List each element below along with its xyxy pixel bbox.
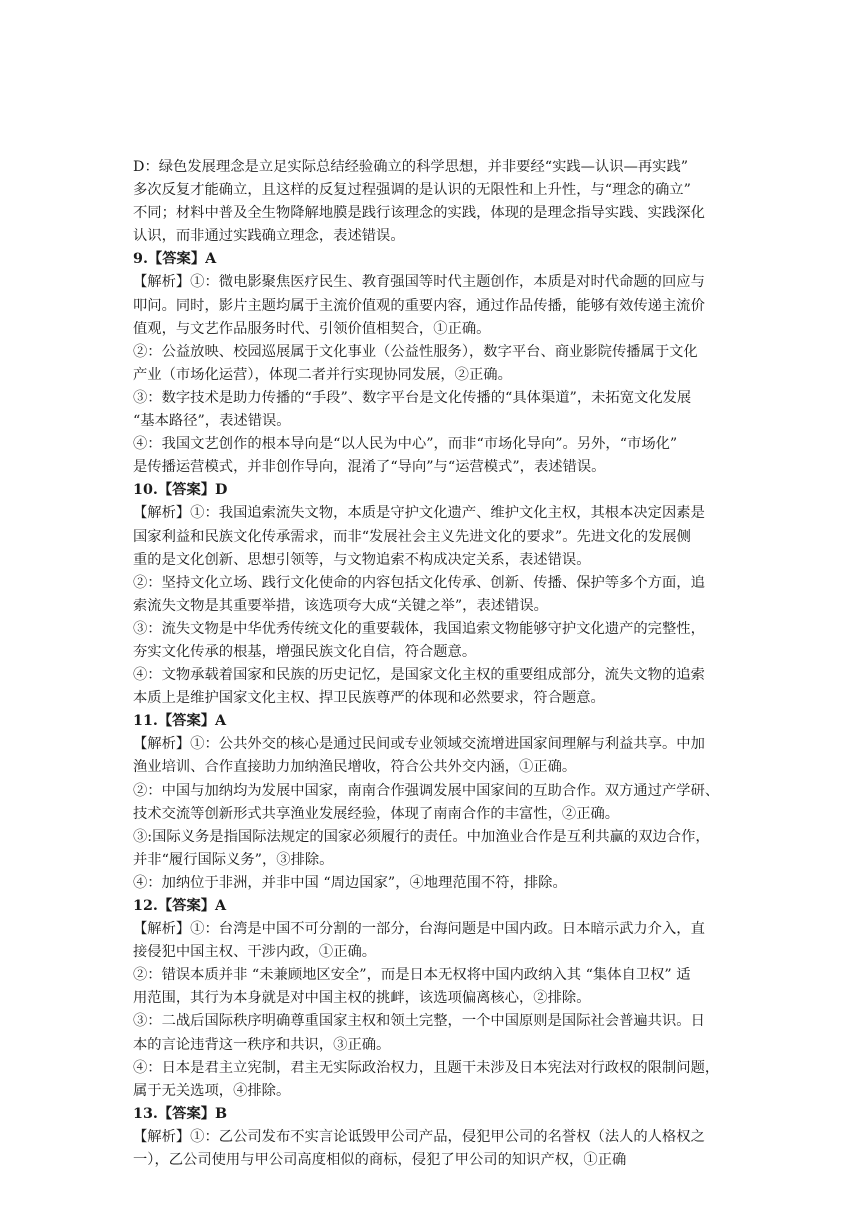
- answer-header: 12.【答案】A: [133, 898, 227, 914]
- text-line: 接侵犯中国主权、干涉内政，①正确。: [133, 944, 377, 961]
- text-line: ④：日本是君主立宪制，君主无实际政治权力，且题干未涉及日本宪法对行政权的限制问题，: [133, 1059, 720, 1076]
- text-line: ②：坚持文化立场、践行文化使命的内容包括文化传承、创新、传播、保护等多个方面，追: [133, 574, 705, 591]
- text-line: 本质上是维护国家文化主权、捍卫民族尊严的体现和必然要求，符合题意。: [133, 690, 605, 707]
- text-line: 产业（市场化运营），体现二者并行实现协同发展，②正确。: [133, 366, 512, 383]
- text-line: 【解析】①：乙公司发布不实言论诋毁甲公司产品，侵犯甲公司的名誉权（法人的人格权之: [133, 1128, 705, 1145]
- text-line: 不同；材料中普及全生物降解地膜是践行该理念的实践，体现的是理念指导实践、实践深化: [133, 205, 705, 222]
- text-line: ②：公益放映、校园巡展属于文化事业（公益性服务），数字平台、商业影院传播属于文化: [133, 343, 698, 360]
- text-line: ④：加纳位于非洲，并非中国 “周边国家”，④地理范围不符，排除。: [133, 874, 567, 891]
- text-line: 多次反复才能确立，且这样的反复过程强调的是认识的无限性和上升性，与“理念的确立”: [133, 182, 691, 199]
- text-line: ③：流失文物是中华优秀传统文化的重要载体，我国追索文物能够守护文化遗产的完整性，: [133, 620, 705, 637]
- text-line: ③：二战后国际秩序明确尊重国家主权和领土完整，一个中国原则是国际社会普遍共识。日: [133, 1013, 705, 1030]
- question-9: [133, 248, 740, 479]
- text-line: 叩问。同时，影片主题均属于主流价值观的重要内容，通过作品传播，能够有效传递主流价: [133, 297, 705, 314]
- text-line: 本的言论违背这一秩序和共识，③正确。: [133, 1036, 391, 1053]
- answer-header: 10.【答案】D: [133, 482, 228, 499]
- text-line: 索流失文物是其重要举措，该选项夸大成“关键之举”，表述错误。: [133, 597, 548, 614]
- answer-header: 13.【答案】B: [133, 1105, 228, 1122]
- text-line: 属于无关选项，④排除。: [133, 1082, 291, 1099]
- text-line: 夯实文化传承的根基，增强民族文化自信，符合题意。: [133, 643, 477, 660]
- text-line: ④：文物承载着国家和民族的历史记忆，是国家文化主权的重要组成部分，流失文物的追索: [133, 667, 705, 684]
- text-line: ④：我国文艺创作的根本导向是“以人民为中心”，而非“市场化导向”。另外，“市场化”: [133, 436, 678, 453]
- text-line: 并非“履行国际义务”，③排除。: [133, 851, 334, 868]
- text-line: 【解析】①：公共外交的核心是通过民间或专业领域交流增进国家间理解与利益共享。中加: [133, 736, 705, 753]
- text-line: 渔业培训、合作直接助力加纳渔民增收，符合公共外交内涵，①正确。: [133, 759, 577, 776]
- text-line: ②：中国与加纳均为发展中国家，南南合作强调发展中国家间的互助合作。双方通过产学研、: [133, 782, 720, 799]
- text-line: D：绿色发展理念是立足实际总结经验确立的科学思想，并非要经“实践—认识—再实践”: [133, 159, 689, 175]
- text-line: 【解析】①：我国追索流失文物，本质是守护文化遗产、维护文化主权，其根本决定因素是: [133, 505, 705, 522]
- question-11: [133, 710, 740, 895]
- question-10: [133, 479, 740, 710]
- text-line: 技术交流等创新形式共享渔业发展经验，体现了南南合作的丰富性，②正确。: [133, 805, 620, 822]
- text-line: 一），乙公司使用与甲公司高度相似的商标，侵犯了甲公司的知识产权，①正确: [133, 1152, 627, 1169]
- text-line: “基本路径”，表述错误。: [133, 413, 291, 430]
- text-line: 认识，而非通过实践确立理念，表述错误。: [133, 228, 405, 245]
- text-line: 用范围，其行为本身就是对中国主权的挑衅，该选项偏离核心，②排除。: [133, 990, 591, 1007]
- text-line: ③:国际义务是指国际法规定的国家必须履行的责任。中加渔业合作是互利共赢的双边合作，: [133, 828, 710, 845]
- text-line: 重的是文化创新、思想引领等，与文物追索不构成决定关系，表述错误。: [133, 551, 591, 568]
- text-line: ③：数字技术是助力传播的“手段”、数字平台是文化传播的“具体渠道”，未拓宽文化发展: [133, 389, 692, 406]
- text-line: 【解析】①：台湾是中国不可分割的一部分，台海问题是中国内政。日本暗示武力介入，直: [133, 921, 705, 938]
- text-line: 【解析】①：微电影聚焦医疗民生、教育强国等时代主题创作，本质是对时代命题的回应与: [133, 274, 705, 291]
- answer-header: 11.【答案】A: [133, 713, 227, 730]
- answer-header: 9.【答案】A: [133, 251, 217, 268]
- option-d-explanation: [133, 156, 740, 248]
- text-line: 国家利益和民族文化传承需求，而非“发展社会主义先进文化的要求”。先进文化的发展侧: [133, 528, 691, 545]
- question-12: [133, 895, 740, 1103]
- text-line: ②：错误本质并非 “未兼顾地区安全”，而是日本无权将中国内政纳入其 “集体自卫权” 适: [133, 967, 691, 984]
- text-line: 是传播运营模式，并非创作导向，混淆了“导向”与“运营模式”，表述错误。: [133, 459, 606, 476]
- text-line: 值观，与文艺作品服务时代、引领价值相契合，①正确。: [133, 320, 491, 337]
- question-13: [133, 1103, 740, 1172]
